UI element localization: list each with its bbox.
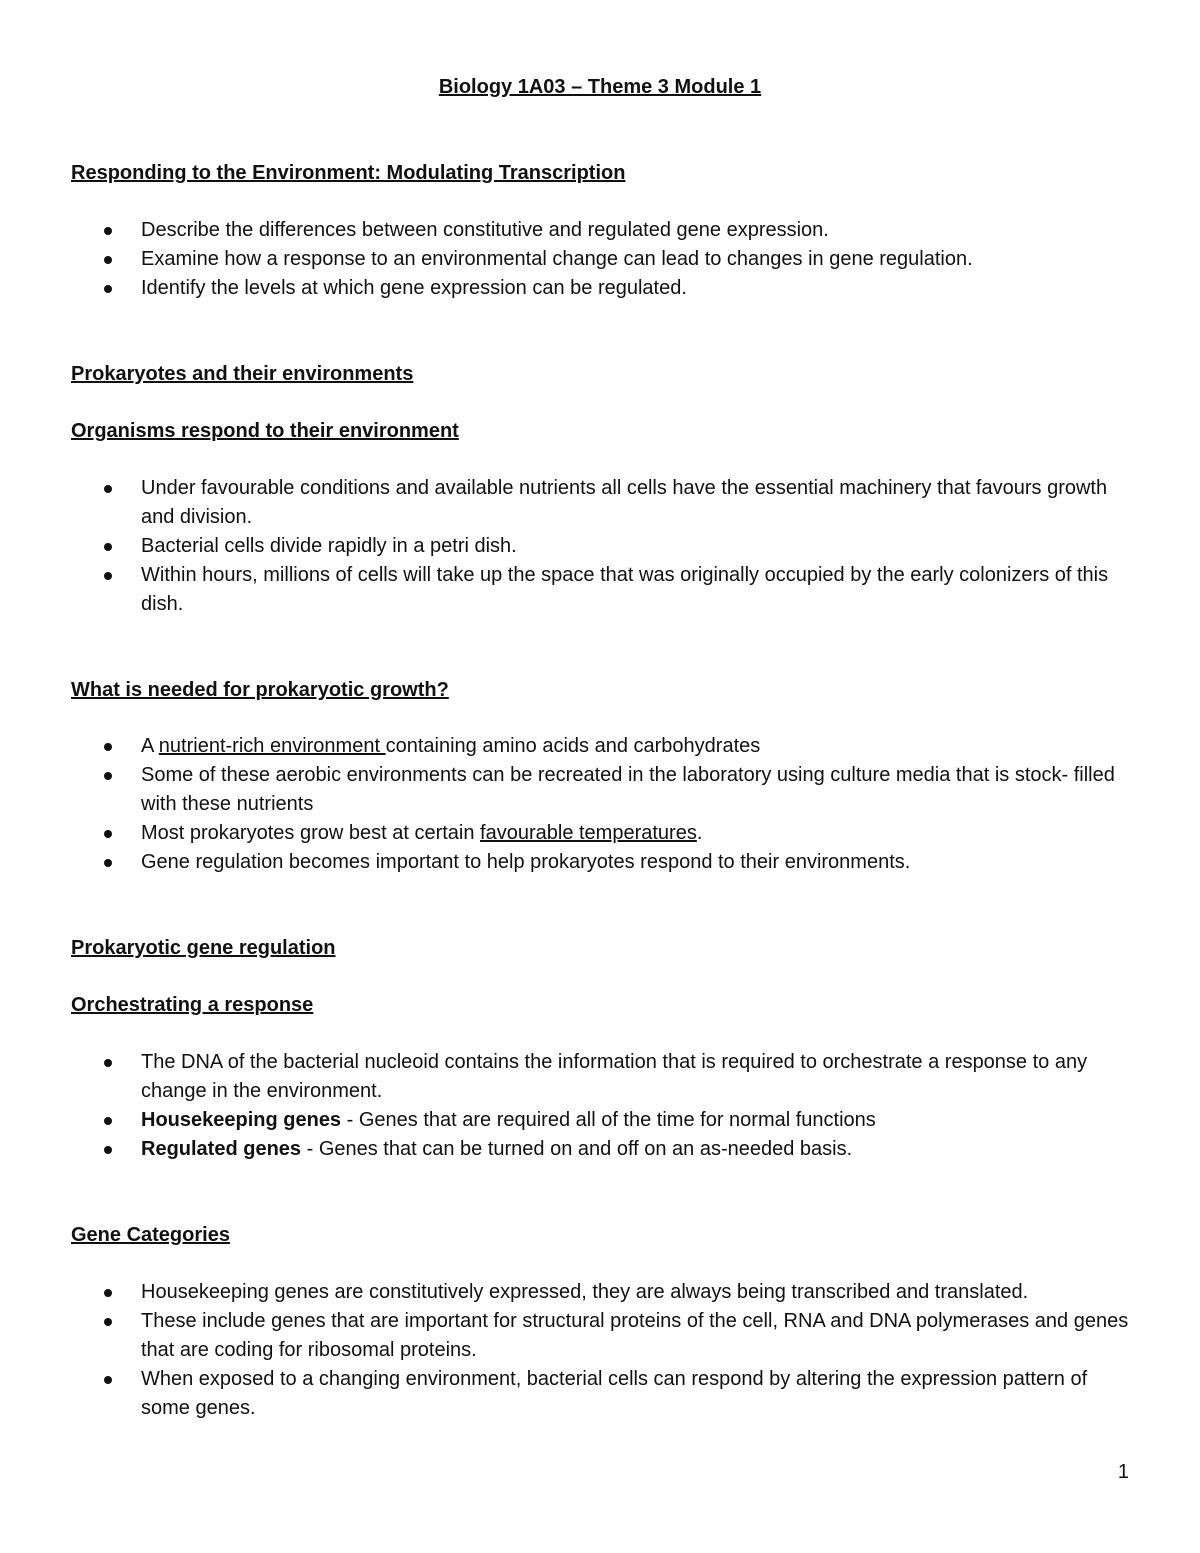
section-heading-responding: Responding to the Environment: Modulating Transcription [71,162,626,184]
bullet-icon [104,743,112,751]
list-item: Describe the differences between constitutive and regulated gene expression. [71,216,1141,245]
growth-list [71,732,1141,877]
bullet-icon [104,227,112,235]
subheading-orchestrating: Orchestrating a response [71,994,314,1016]
bullet-icon [104,1376,112,1384]
underlined-term: favourable temperatures [480,822,697,844]
list-item: These include genes that are important for structural proteins of the cell, RNA and DNA polymerases and genes that are coding for ribosomal proteins. [71,1307,1141,1365]
orchestrating-list [71,1048,1141,1164]
list-item: Examine how a response to an environmental change can lead to changes in gene regulation. [71,245,1141,274]
list-item: Most prokaryotes grow best at certain favourable temperatures. [71,819,1141,848]
list-item: Under favourable conditions and available nutrients all cells have the essential machinery that favours growth and division. [71,474,1141,532]
bullet-icon [104,256,112,264]
gene-categories-list [71,1278,1141,1423]
bullet-icon [104,485,112,493]
bullet-icon [104,1289,112,1297]
list-item: When exposed to a changing environment, bacterial cells can respond by altering the expression pattern of some genes. [71,1365,1141,1423]
section-heading-gene-categories: Gene Categories [71,1224,230,1246]
list-item: Housekeeping genes are constitutively expressed, they are always being transcribed and translated. [71,1278,1141,1307]
page-title: Biology 1A03 – Theme 3 Module 1 [438,76,762,98]
page-number: 1 [1117,1461,1129,1483]
bullet-icon [104,830,112,838]
bullet-icon [104,543,112,551]
objectives-list [71,216,1141,303]
section-heading-growth: What is needed for prokaryotic growth? [71,679,449,701]
list-item: Bacterial cells divide rapidly in a petri dish. [71,532,1141,561]
subheading-organisms: Organisms respond to their environment [71,420,459,442]
list-item: Some of these aerobic environments can be recreated in the laboratory using culture media that is stock- filled with these nutrients [71,761,1141,819]
section-heading-prokaryotes: Prokaryotes and their environments [71,363,414,385]
list-item: Housekeeping genes - Genes that are required all of the time for normal functions [71,1106,1141,1135]
bullet-icon [104,859,112,867]
bold-term: Housekeeping genes [141,1109,342,1131]
bullet-icon [104,1117,112,1125]
list-item: A nutrient-rich environment containing amino acids and carbohydrates [71,732,1141,761]
bullet-icon [104,285,112,293]
bullet-icon [104,1318,112,1326]
bullet-icon [104,772,112,780]
bullet-icon [104,1059,112,1067]
bullet-icon [104,1146,112,1154]
list-item: Gene regulation becomes important to help prokaryotes respond to their environments. [71,848,1141,877]
list-item: Identify the levels at which gene expression can be regulated. [71,274,1141,303]
list-item: Within hours, millions of cells will take up the space that was originally occupied by the early colonizers of this dish. [71,561,1141,619]
bullet-icon [104,572,112,580]
section-heading-gene-regulation: Prokaryotic gene regulation [71,937,336,959]
list-item: The DNA of the bacterial nucleoid contains the information that is required to orchestrate a response to any change in the environment. [71,1048,1141,1106]
list-item: Regulated genes - Genes that can be turned on and off on an as-needed basis. [71,1135,1141,1164]
underlined-term: nutrient-rich environment [158,735,386,757]
bold-term: Regulated genes [141,1138,302,1160]
organisms-list [71,474,1141,619]
